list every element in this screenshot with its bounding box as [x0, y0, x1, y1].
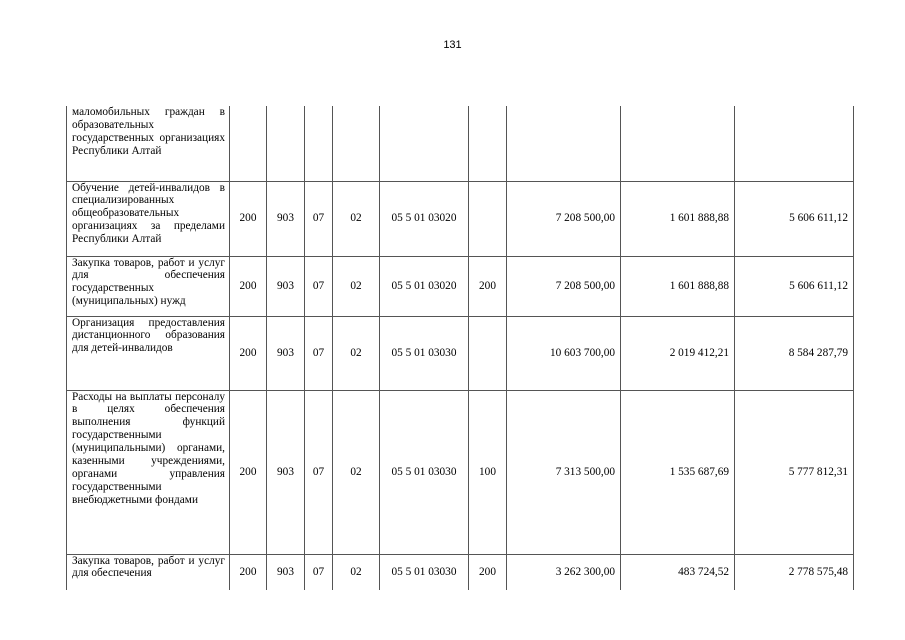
ministry-code-cell: 903 [267, 256, 305, 316]
section-code-cell [305, 106, 333, 181]
ministry-code-cell: 903 [267, 316, 305, 390]
expense-type-cell [469, 181, 507, 256]
target-article-cell: 05 5 01 03030 [380, 554, 469, 590]
section-code-cell: 07 [305, 390, 333, 554]
plan-amount-cell: 7 313 500,00 [507, 390, 621, 554]
target-article-cell [380, 106, 469, 181]
executed-amount-cell: 1 601 888,88 [621, 256, 735, 316]
remaining-amount-cell [735, 106, 854, 181]
remaining-amount-cell: 5 606 611,12 [735, 256, 854, 316]
row-name-cell: Закупка товаров, работ и услуг для обеспечения государственных (муниципальных) нужд [67, 256, 230, 316]
ministry-code-cell: 903 [267, 181, 305, 256]
expense-type-cell: 100 [469, 390, 507, 554]
table-row [67, 106, 854, 181]
expense-type-cell [469, 106, 507, 181]
executed-amount-cell: 1 601 888,88 [621, 181, 735, 256]
table-row [67, 256, 854, 316]
expense-type-cell: 200 [469, 256, 507, 316]
plan-amount-cell: 3 262 300,00 [507, 554, 621, 590]
target-article-cell: 05 5 01 03020 [380, 256, 469, 316]
row-name-cell: Обучение детей-инвалидов в специализированных общеобразовательных организациях за пределами Республики Алтай [67, 181, 230, 256]
row-name-cell: Закупка товаров, работ и услуг для обеспечения [67, 554, 230, 590]
subsection-code-cell: 02 [333, 181, 380, 256]
subsection-code-cell: 02 [333, 316, 380, 390]
section-code-cell: 07 [305, 316, 333, 390]
admin-code-cell: 200 [230, 554, 267, 590]
expense-type-cell: 200 [469, 554, 507, 590]
executed-amount-cell: 1 535 687,69 [621, 390, 735, 554]
table-row [67, 316, 854, 390]
table-row [67, 554, 854, 590]
ministry-code-cell [267, 106, 305, 181]
row-name-cell: маломобильных граждан в образовательных государственных организациях Республики Алтай [67, 106, 230, 181]
remaining-amount-cell: 5 777 812,31 [735, 390, 854, 554]
admin-code-cell: 200 [230, 316, 267, 390]
page-number: 131 [443, 39, 462, 51]
target-article-cell: 05 5 01 03030 [380, 316, 469, 390]
subsection-code-cell [333, 106, 380, 181]
plan-amount-cell [507, 106, 621, 181]
row-name-cell: Организация предоставления дистанционного образования для детей-инвалидов [67, 316, 230, 390]
plan-amount-cell: 7 208 500,00 [507, 256, 621, 316]
subsection-code-cell: 02 [333, 390, 380, 554]
admin-code-cell: 200 [230, 256, 267, 316]
executed-amount-cell: 2 019 412,21 [621, 316, 735, 390]
executed-amount-cell: 483 724,52 [621, 554, 735, 590]
admin-code-cell [230, 106, 267, 181]
remaining-amount-cell: 8 584 287,79 [735, 316, 854, 390]
ministry-code-cell: 903 [267, 554, 305, 590]
table-row [67, 181, 854, 256]
target-article-cell: 05 5 01 03020 [380, 181, 469, 256]
target-article-cell: 05 5 01 03030 [380, 390, 469, 554]
section-code-cell: 07 [305, 256, 333, 316]
row-name-cell: Расходы на выплаты персоналу в целях обеспечения выполнения функций государственными (муниципальными) органами, казенными учреждениями, органами управления государственными внебюджетными фондами [67, 390, 230, 554]
ministry-code-cell: 903 [267, 390, 305, 554]
budget-table [66, 106, 854, 590]
section-code-cell: 07 [305, 181, 333, 256]
executed-amount-cell [621, 106, 735, 181]
subsection-code-cell: 02 [333, 554, 380, 590]
plan-amount-cell: 10 603 700,00 [507, 316, 621, 390]
subsection-code-cell: 02 [333, 256, 380, 316]
remaining-amount-cell: 2 778 575,48 [735, 554, 854, 590]
remaining-amount-cell: 5 606 611,12 [735, 181, 854, 256]
expense-type-cell [469, 316, 507, 390]
admin-code-cell: 200 [230, 390, 267, 554]
table-row [67, 390, 854, 554]
admin-code-cell: 200 [230, 181, 267, 256]
section-code-cell: 07 [305, 554, 333, 590]
plan-amount-cell: 7 208 500,00 [507, 181, 621, 256]
